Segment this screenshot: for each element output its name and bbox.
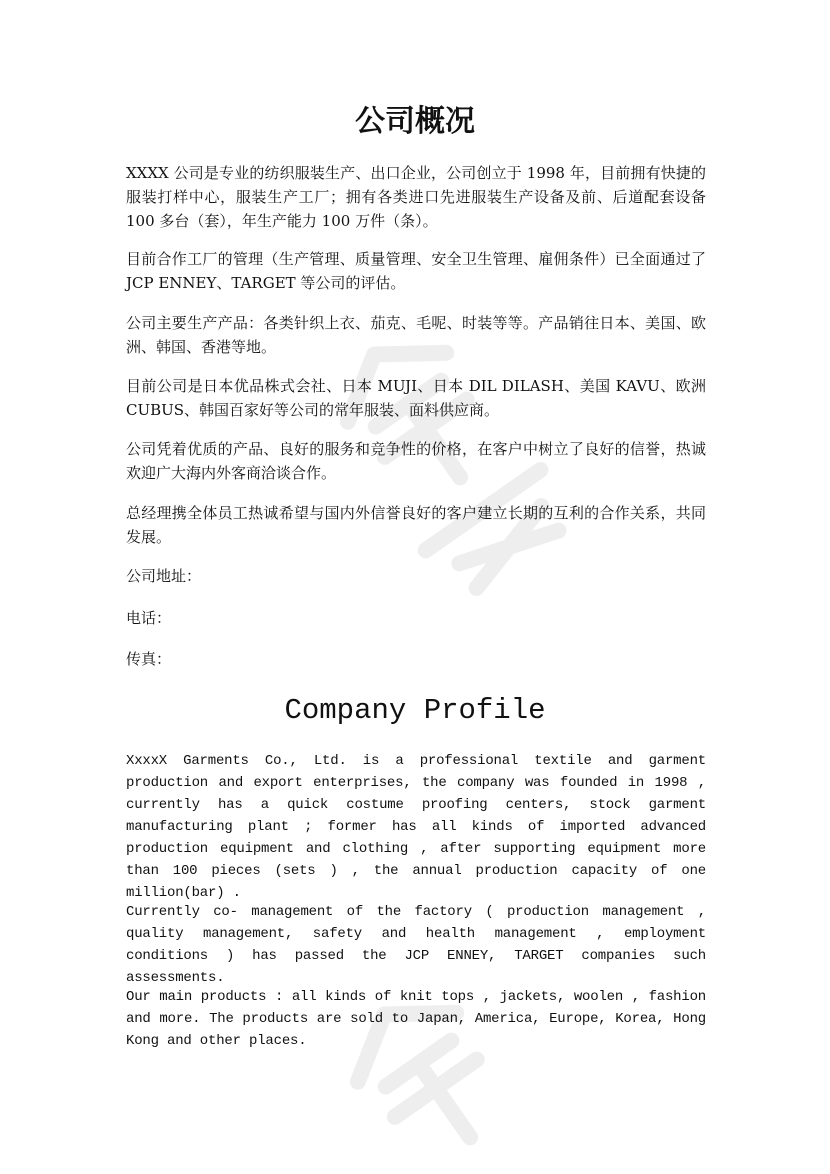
zh-paragraph-cooperation: 总经理携全体员工热诚希望与国内外信誉良好的客户建立长期的互利的合作关系，共同发展。: [126, 504, 706, 546]
page-title-chinese: 公司概况: [355, 104, 475, 139]
en-paragraph-intro: XxxxX Garments Co., Ltd. is a professional textile and garment production and export enterprises, the company was founded in 1998 , currently has a quick costume proofing centers, stock garment manufacturing plant ; former has all kinds of imported advanced production equipment and clothing , after supporting equipment more than 100 pieces (sets ) , the annual production capacity of one million(bar) .: [126, 753, 706, 901]
zh-paragraph-products: 公司主要生产产品：各类针织上衣、茄克、毛呢、时装等等。产品销往日本、美国、欧洲、韩国、香港等地。: [126, 314, 706, 356]
en-paragraph-assessment: Currently co- management of the factory ( production management , quality management, safety and health management , employment conditions ) has passed the JCP ENNEY, TARGET companies such assessments.: [126, 904, 706, 986]
zh-paragraph-reputation: 公司凭着优质的产品、良好的服务和竞争性的价格，在客户中树立了良好的信誉，热诚欢迎广大海内外客商洽谈合作。: [126, 440, 706, 482]
zh-paragraph-intro: XXXX 公司是专业的纺织服装生产、出口企业，公司创立于 1998 年，目前拥有快捷的服装打样中心，服装生产工厂；拥有各类进口先进服装生产设备及前、后道配套设备 100 多台（套），年生产能力 100 万件（条）。: [126, 164, 706, 230]
phone-label: 电话：: [126, 609, 172, 627]
zh-paragraph-assessment: 目前合作工厂的管理（生产管理、质量管理、安全卫生管理、雇佣条件）已全面通过了 JCP ENNEY、TARGET 等公司的评估。: [126, 250, 706, 292]
zh-paragraph-suppliers: 目前公司是日本优品株式会社、日本 MUJI、日本 DIL DILASH、美国 KAVU、欧洲 CUBUS、韩国百家好等公司的常年服装、面料供应商。: [126, 377, 706, 419]
en-paragraph-products: Our main products : all kinds of knit tops , jackets, woolen , fashion and more. The products are sold to Japan, America, Europe, Korea, Hong Kong and other places.: [126, 989, 706, 1049]
address-label: 公司地址：: [126, 567, 202, 585]
page-title-english: Company Profile: [284, 694, 546, 727]
fax-label: 传真：: [126, 650, 172, 668]
